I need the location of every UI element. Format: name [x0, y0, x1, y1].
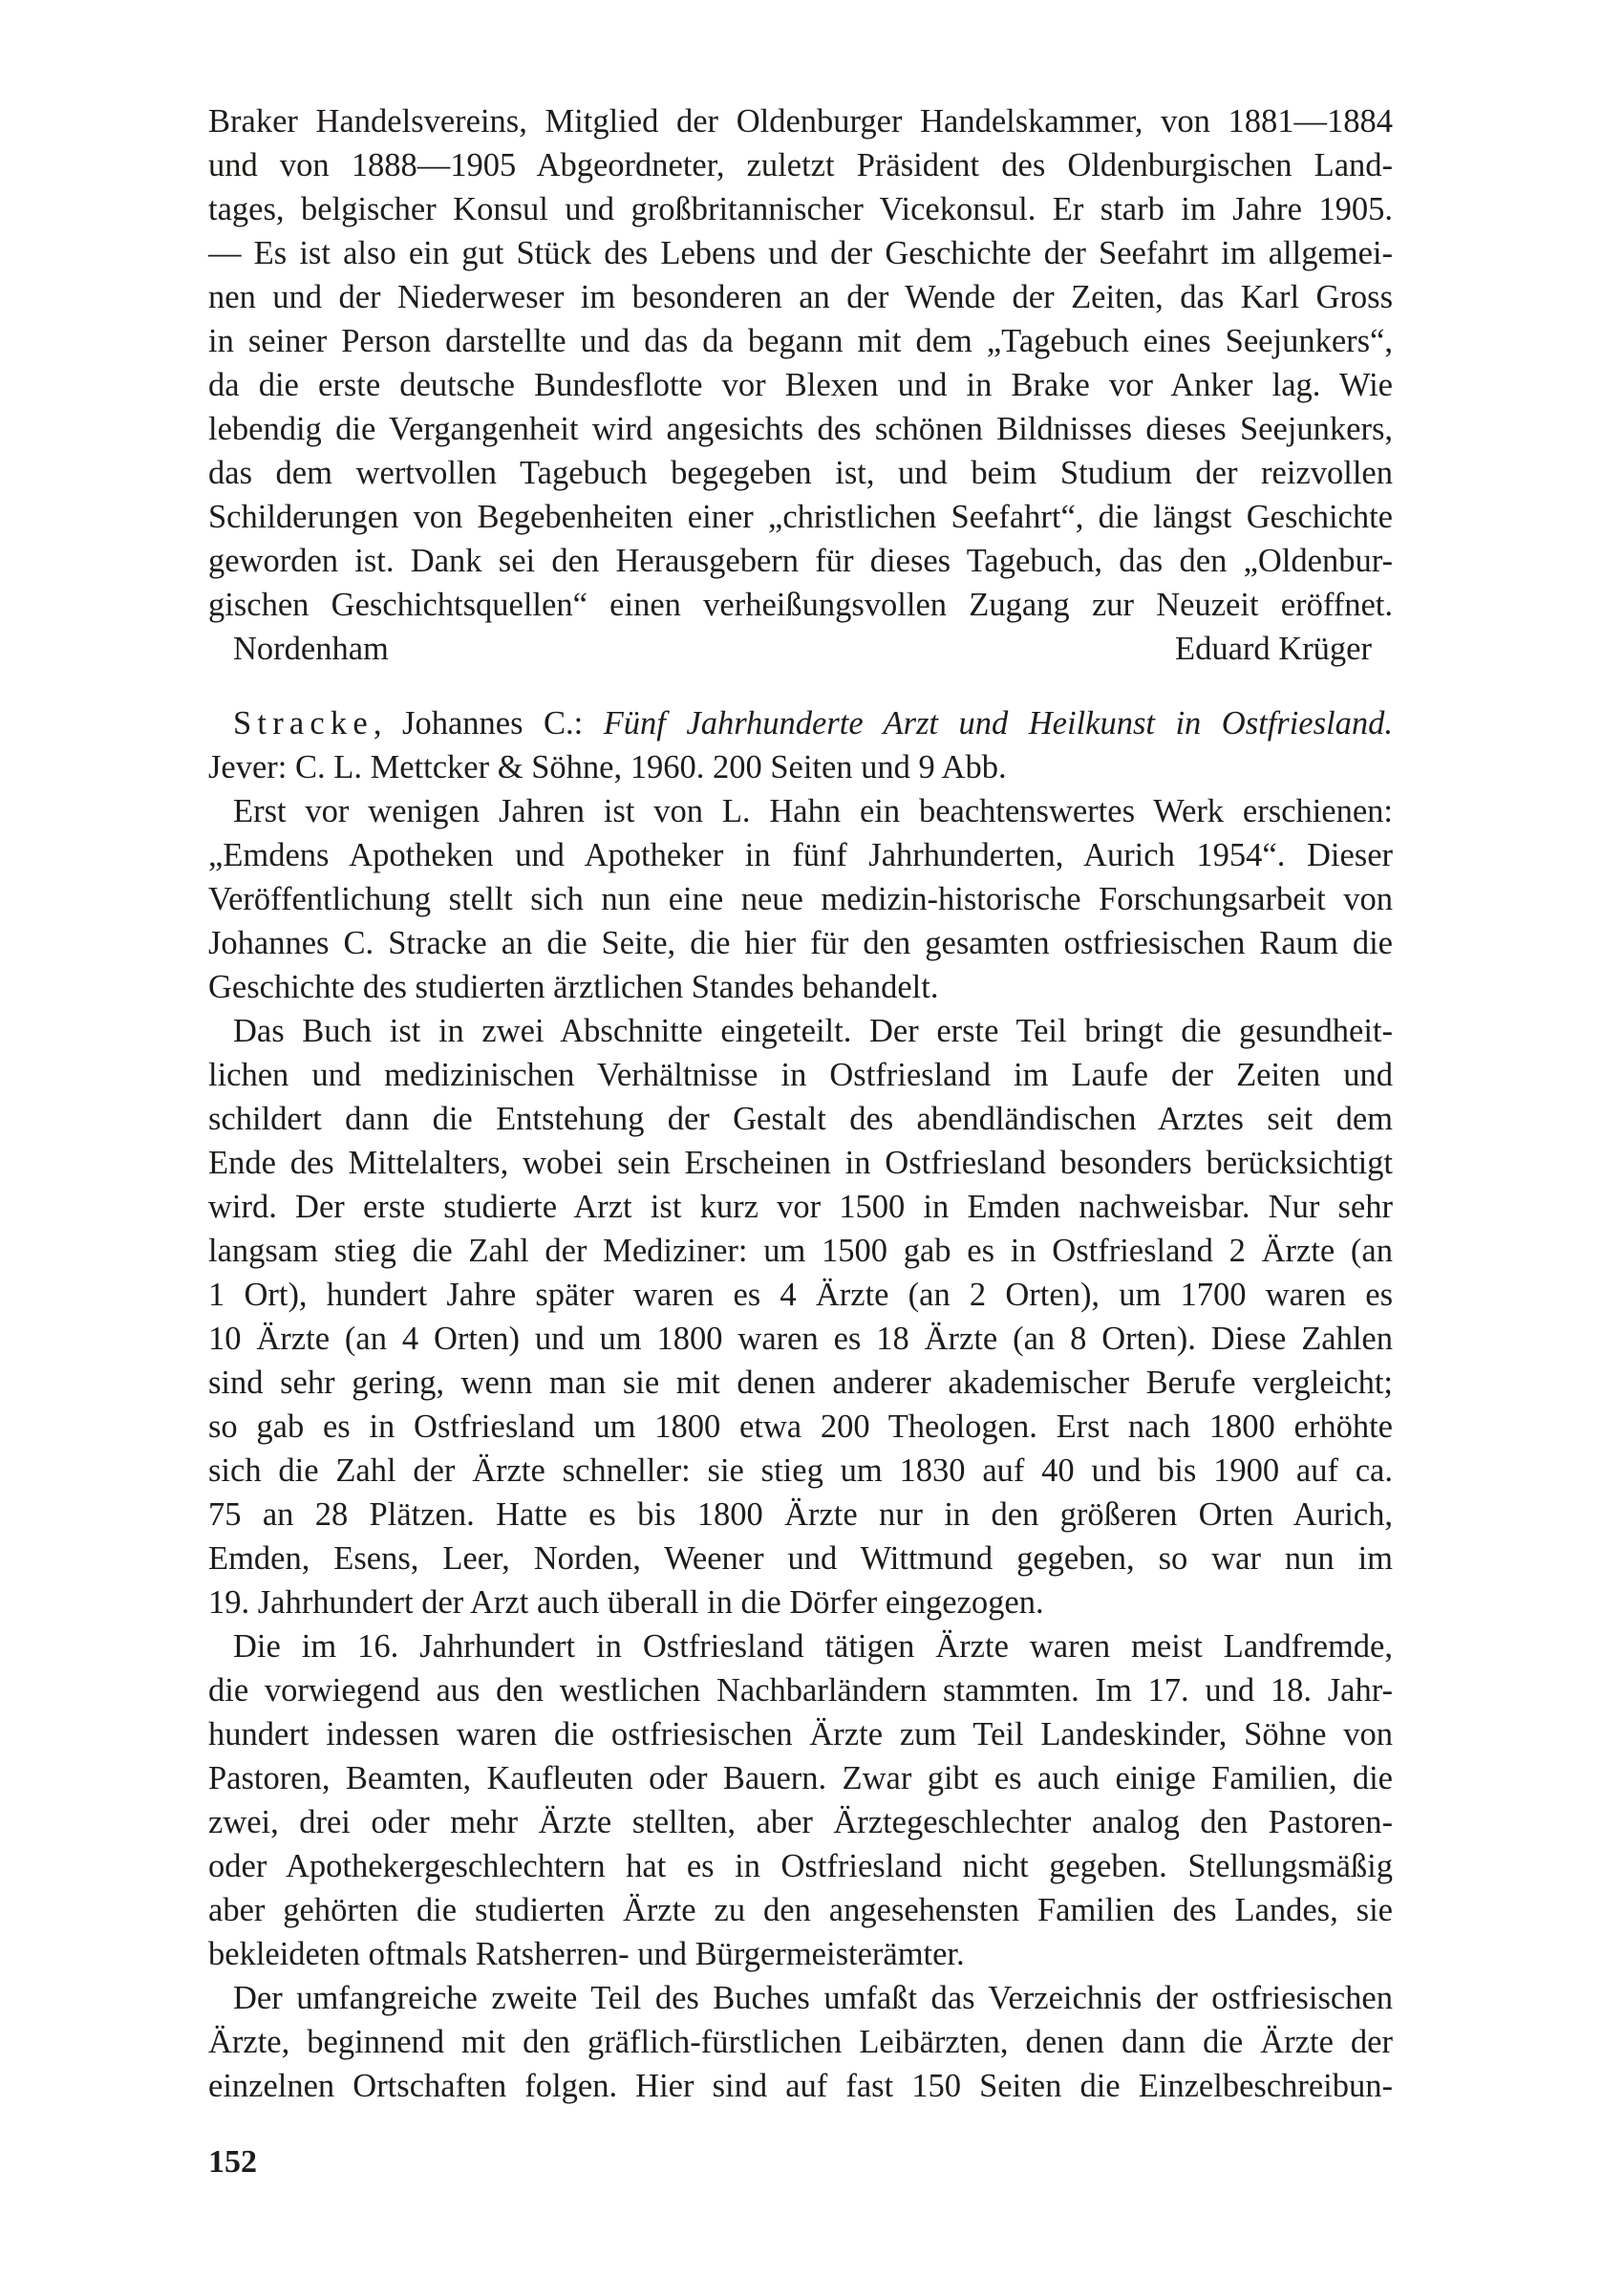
text-line: langsam stieg die Zahl der Mediziner: um 1500 gab es in Ostfriesland 2 Ärzte (an [208, 1233, 1393, 1269]
text-line: so gab es in Ostfriesland um 1800 etwa 200 Theologen. Erst nach 1800 erhöhte [208, 1408, 1393, 1445]
text-line: Johannes C. Stracke an die Seite, die hier für den gesamten ostfriesischen Raum die [208, 925, 1393, 961]
text-line: 1 Ort), hundert Jahre später waren es 4 Ärzte (an 2 Orten), um 1700 waren es [208, 1277, 1393, 1313]
text-line: oder Apothekergeschlechtern hat es in Ostfriesland nicht gegeben. Stellungsmäßig [208, 1848, 1393, 1884]
page-number: 152 [208, 2144, 257, 2180]
review-signature [208, 627, 1393, 671]
text-line: in seiner Person darstellte und das da begann mit dem „Tagebuch eines Seejunkers“, [208, 323, 1393, 359]
text-line: wird. Der erste studierte Arzt ist kurz vor 1500 in Emden nachweisbar. Nur sehr [208, 1189, 1393, 1225]
paragraph [208, 1624, 1393, 1976]
section-gap [208, 671, 1393, 701]
text-line: und von 1888—1905 Abgeordneter, zuletzt Präsident des Oldenburgischen Land- [208, 147, 1393, 183]
text-line: Schilderungen von Begebenheiten einer „christlichen Seefahrt“, die längst Geschichte [208, 499, 1393, 535]
book-imprint: Jever: C. L. Mettcker & Söhne, 1960. 200 Seiten und 9 Abb. [208, 749, 1007, 785]
bibliographic-heading [208, 701, 1393, 745]
text-line: Pastoren, Beamten, Kaufleuten oder Bauern. Zwar gibt es auch einige Familien, die [208, 1760, 1393, 1796]
text-line: schildert dann die Entstehung der Gestalt des abendländischen Arztes seit dem [208, 1101, 1393, 1137]
text-line: da die erste deutsche Bundesflotte vor Blexen und in Brake vor Anker lag. Wie [208, 367, 1393, 403]
book-title: Fünf Jahrhunderte Arzt und Heilkunst in Ostfriesland. [603, 705, 1394, 742]
text-line: Emden, Esens, Leer, Norden, Weener und Wittmund gegeben, so war nun im [208, 1540, 1393, 1577]
signature-reviewer: Eduard Krüger [1175, 631, 1372, 667]
text-line: gischen Geschichtsquellen“ einen verheißungsvollen Zugang zur Neuzeit eröffnet. [208, 587, 1393, 623]
paragraph [208, 1009, 1393, 1624]
text-line: hundert indessen waren die ostfriesischen Ärzte zum Teil Landeskinder, Söhne von [208, 1716, 1393, 1752]
text-line: „Emdens Apotheken und Apotheker in fünf Jahrhunderten, Aurich 1954“. Dieser [208, 837, 1393, 873]
text-line: — Es ist also ein gut Stück des Lebens und der Geschichte der Seefahrt im allgemei- [208, 235, 1393, 271]
text-line: sich die Zahl der Ärzte schneller: sie stieg um 1830 auf 40 und bis 1900 auf ca. [208, 1452, 1393, 1489]
text-line: die vorwiegend aus den westlichen Nachbarländern stammten. Im 17. und 18. Jahr- [208, 1672, 1393, 1709]
paragraph [208, 789, 1393, 1009]
text-line: tages, belgischer Konsul und großbritannischer Vicekonsul. Er starb im Jahre 1905. [208, 191, 1393, 227]
review-continuation [208, 99, 1393, 671]
text-line: geworden ist. Dank sei den Herausgebern für dieses Tagebuch, das den „Oldenbur- [208, 543, 1393, 579]
text-line: sind sehr gering, wenn man sie mit denen anderer akademischer Berufe vergleicht; [208, 1365, 1393, 1401]
text-line: nen und der Niederweser im besonderen an der Wende der Zeiten, das Karl Gross [208, 279, 1393, 315]
text-line: 75 an 28 Plätzen. Hatte es bis 1800 Ärzte nur in den größeren Orten Aurich, [208, 1496, 1393, 1533]
signature-place: Nordenham [233, 631, 389, 667]
text-line: das dem wertvollen Tagebuch begegeben ist, und beim Studium der reizvollen [208, 455, 1393, 491]
text-line: Erst vor wenigen Jahren ist von L. Hahn ein beachtenswertes Werk erschienen: [233, 793, 1393, 829]
review-stracke [208, 701, 1393, 2108]
text-line: Ende des Mittelalters, wobei sein Erscheinen in Ostfriesland besonders berücksichtigt [208, 1145, 1393, 1181]
text-line: Braker Handelsvereins, Mitglied der Oldenburger Handelskammer, von 1881—1884 [208, 103, 1393, 140]
text-line: Das Buch ist in zwei Abschnitte eingeteilt. Der erste Teil bringt die gesundheit- [233, 1013, 1393, 1049]
text-line: Veröffentlichung stellt sich nun eine neue medizin-historische Forschungsarbeit von [208, 881, 1393, 917]
author-given-name: , Johannes C.: [373, 705, 604, 742]
text-line: zwei, drei oder mehr Ärzte stellten, aber Ärztegeschlechter analog den Pastoren- [208, 1804, 1393, 1840]
author-surname: Stracke [233, 705, 374, 742]
text-line: einzelnen Ortschaften folgen. Hier sind auf fast 150 Seiten die Einzelbeschreibun- [208, 2068, 1393, 2104]
text-line: Geschichte des studierten ärztlichen Standes behandelt. [208, 969, 939, 1005]
page-body [208, 99, 1393, 2108]
text-line: bekleideten oftmals Ratsherren- und Bürgermeisterämter. [208, 1936, 965, 1972]
text-line: 10 Ärzte (an 4 Orten) und um 1800 waren es 18 Ärzte (an 8 Orten). Diese Zahlen [208, 1321, 1393, 1357]
text-line: lichen und medizinischen Verhältnisse in Ostfriesland im Laufe der Zeiten und [208, 1057, 1393, 1093]
text-line: Der umfangreiche zweite Teil des Buches umfaßt das Verzeichnis der ostfriesischen [233, 1980, 1393, 2016]
text-line: lebendig die Vergangenheit wird angesichts des schönen Bildnisses dieses Seejunkers, [208, 411, 1393, 447]
paragraph [208, 1976, 1393, 2108]
text-line: 19. Jahrhundert der Arzt auch überall in die Dörfer eingezogen. [208, 1584, 1044, 1621]
text-line: aber gehörten die studierten Ärzte zu den angesehensten Familien des Landes, sie [208, 1892, 1393, 1928]
text-line: Ärzte, beginnend mit den gräflich-fürstlichen Leibärzten, denen dann die Ärzte der [208, 2024, 1393, 2060]
text-line: Die im 16. Jahrhundert in Ostfriesland tätigen Ärzte waren meist Landfremde, [233, 1628, 1393, 1665]
